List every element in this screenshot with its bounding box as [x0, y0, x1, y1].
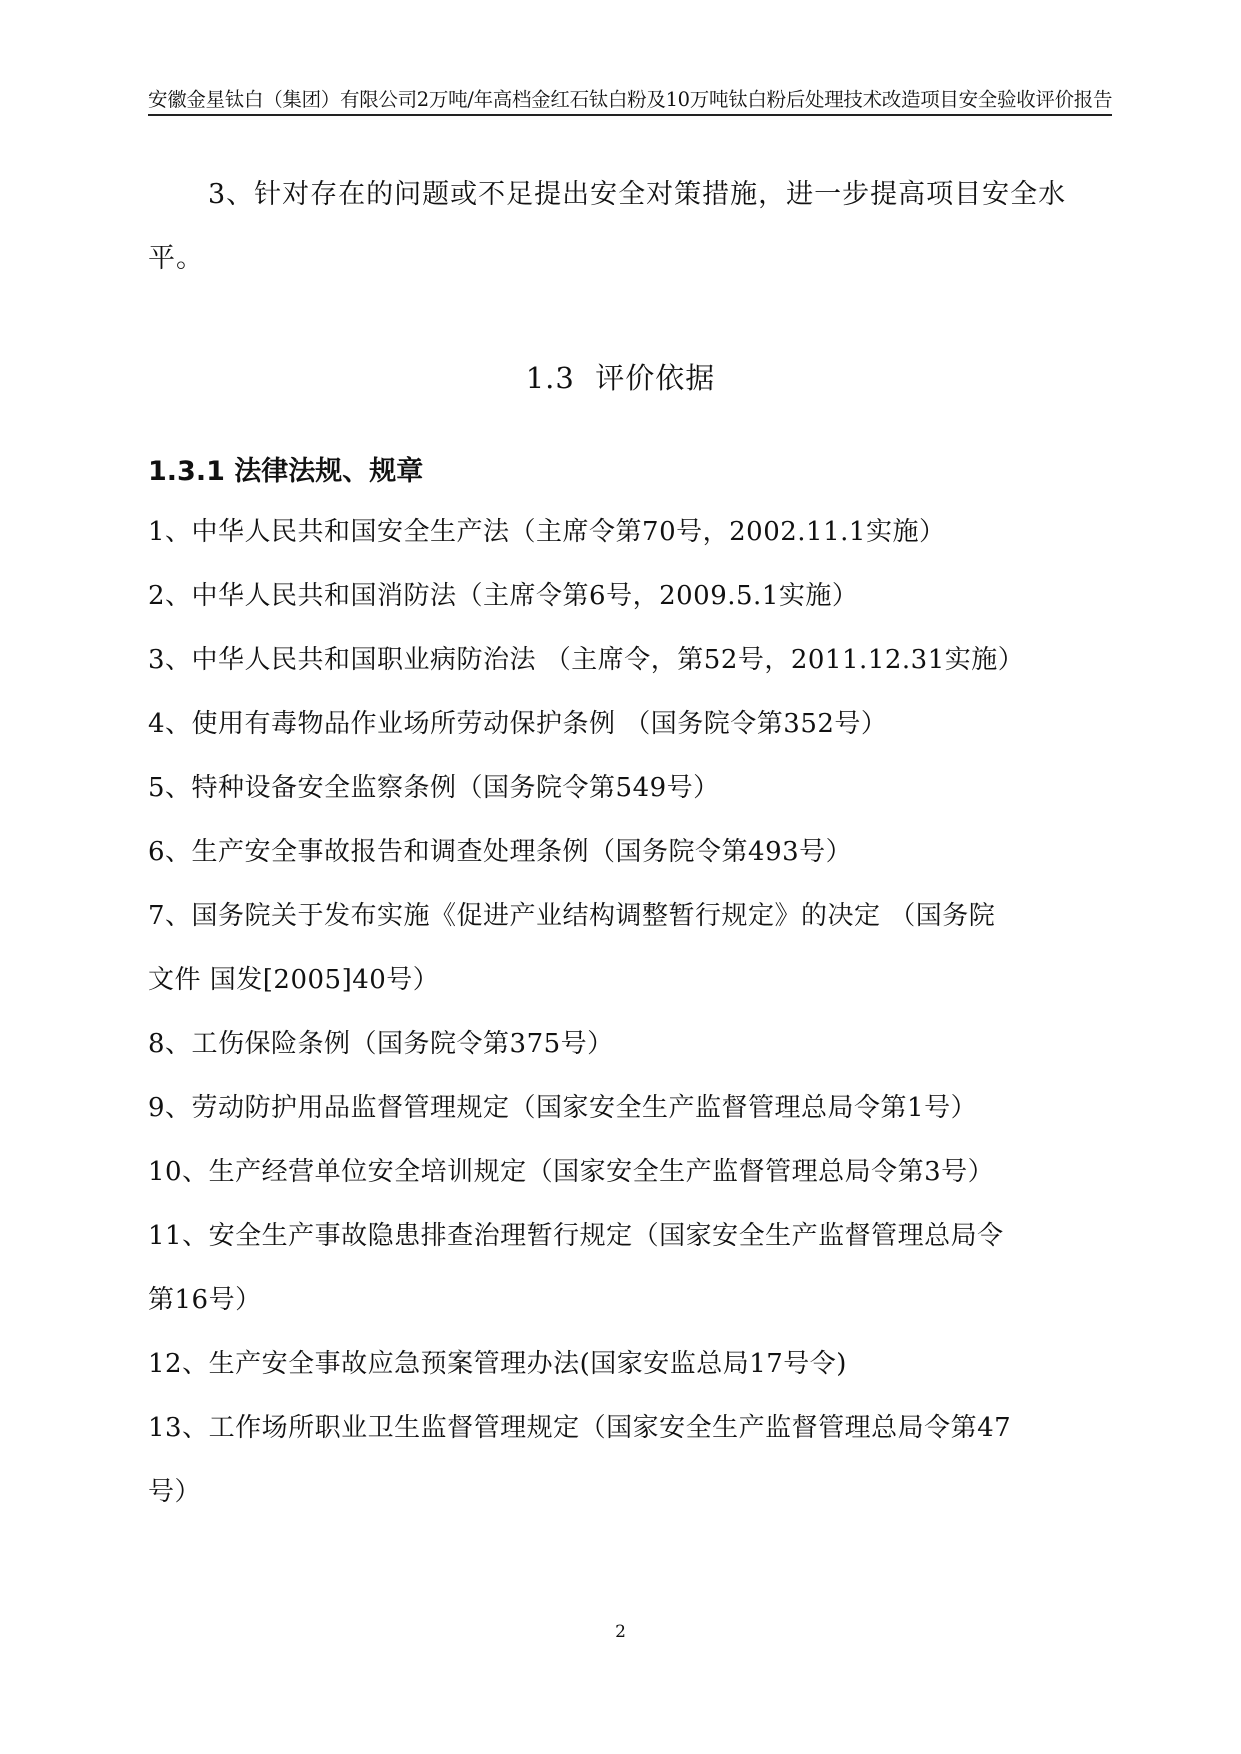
subsection-heading: 1.3.1 法律法规、规章	[148, 456, 424, 487]
list-item: 10、生产经营单位安全培训规定（国家安全生产监督管理总局令第3号）	[148, 1157, 995, 1187]
list-item: 9、劳动防护用品监督管理规定（国家安全生产监督管理总局令第1号）	[148, 1093, 978, 1123]
list-item: 6、生产安全事故报告和调查处理条例（国务院令第493号）	[148, 837, 853, 867]
header-divider	[148, 114, 1112, 116]
list-item: 11、安全生产事故隐患排查治理暂行规定（国家安全生产监督管理总局令	[148, 1221, 1004, 1251]
regulation-list	[148, 500, 1088, 1524]
list-item: 7、国务院关于发布实施《促进产业结构调整暂行规定》的决定 （国务院	[148, 901, 996, 931]
list-item: 文件 国发[2005]40号）	[148, 965, 440, 995]
list-item: 第16号）	[148, 1285, 262, 1315]
list-item: 1、中华人民共和国安全生产法（主席令第70号，2002.11.1实施）	[148, 517, 946, 547]
list-item: 13、工作场所职业卫生监督管理规定（国家安全生产监督管理总局令第47	[148, 1413, 1012, 1443]
intro-paragraph	[148, 163, 1088, 291]
list-item: 号）	[148, 1477, 202, 1507]
intro-line-2: 平。	[148, 243, 204, 274]
list-item: 2、中华人民共和国消防法（主席令第6号，2009.5.1实施）	[148, 581, 859, 611]
list-item: 4、使用有毒物品作业场所劳动保护条例 （国务院令第352号）	[148, 709, 888, 739]
list-item: 3、中华人民共和国职业病防治法 （主席令，第52号，2011.12.31实施）	[148, 645, 1025, 675]
intro-line-1: 3、针对存在的问题或不足提出安全对策措施，进一步提高项目安全水	[208, 179, 1067, 210]
list-item: 8、工伤保险条例（国务院令第375号）	[148, 1029, 614, 1059]
list-item: 5、特种设备安全监察条例（国务院令第549号）	[148, 773, 720, 803]
page-number: 2	[615, 1622, 626, 1642]
running-header: 安徽金星钛白（集团）有限公司2万吨/年高档金红石钛白粉及10万吨钛白粉后处理技术改造项目安全验收评价报告	[148, 88, 1113, 111]
section-heading: 1.3 评价依据	[525, 361, 716, 395]
list-item: 12、生产安全事故应急预案管理办法(国家安监总局17号令)	[148, 1349, 847, 1379]
